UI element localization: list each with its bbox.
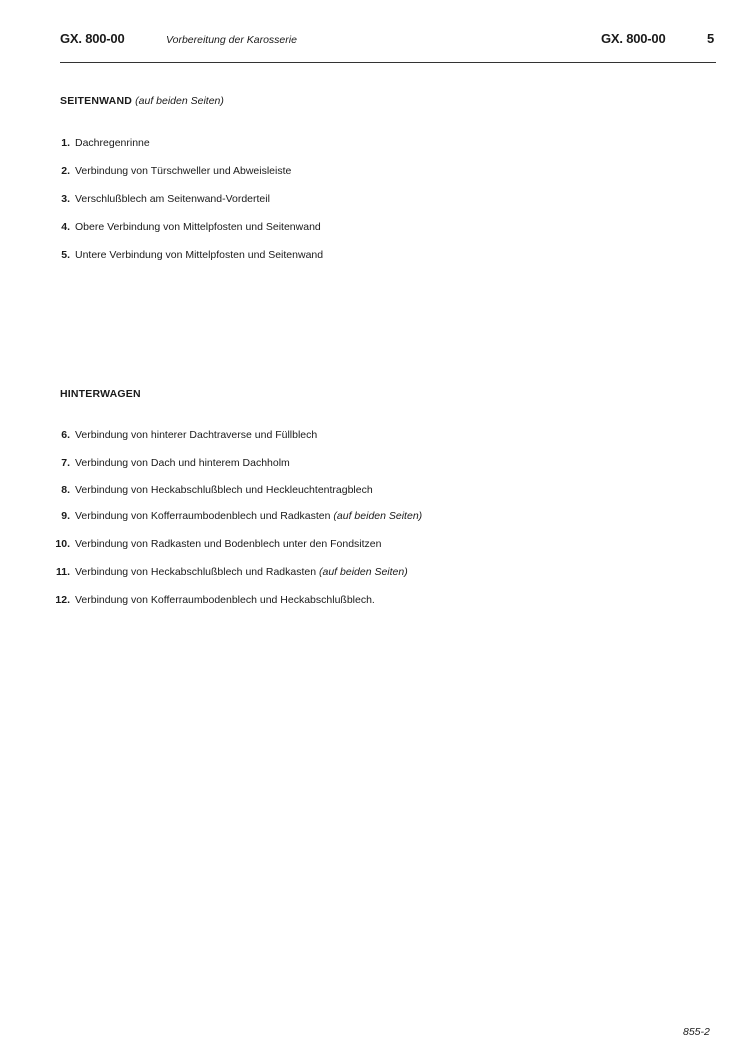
item-text: Obere Verbindung von Mittelpfosten und Seitenwand [75,221,321,233]
item-number: 11. [55,566,70,578]
item-number: 5. [61,249,70,261]
item-number: 1. [61,137,70,149]
item-text: Verbindung von Dach und hinterem Dachholm [75,457,290,469]
item-number: 2. [61,165,70,177]
section-heading-note: (auf beiden Seiten) [135,95,224,107]
item-number: 6. [61,429,70,441]
footer-page-code: 855-2 [683,1026,710,1038]
header-divider [60,62,716,63]
item-note: (auf beiden Seiten) [319,566,408,578]
item-number: 10. [55,538,70,550]
item-text: Dachregenrinne [75,137,150,149]
item-text: Verschlußblech am Seitenwand-Vorderteil [75,193,270,205]
section-heading-hinterwagen [60,388,141,400]
item-number: 7. [61,457,70,469]
item-note: (auf beiden Seiten) [333,510,423,522]
item-text: Verbindung von Radkasten und Bodenblech unter den Fondsitzen [75,538,382,550]
item-text: Verbindung von Kofferraumbodenblech und Heckabschlußblech. [75,594,375,606]
item-number: 3. [61,193,70,205]
section-heading-seitenwand [60,95,224,107]
section-heading-title: SEITENWAND [60,95,133,107]
item-number: 4. [61,221,70,233]
page-number: 5 [707,31,715,46]
section-heading-title: HINTERWAGEN [60,388,141,400]
item-text: Verbindung von Heckabschlußblech und Radkasten (auf beiden Seiten) [75,566,408,578]
item-text: Verbindung von Türschweller und Abweisleiste [75,165,292,177]
item-text: Verbindung von Kofferraumbodenblech und Radkasten (auf beiden Seiten) [75,510,423,522]
header-document-code: GX. 800-00 [60,31,125,46]
item-text: Verbindung von Heckabschlußblech und Heckleuchtentragblech [75,484,373,496]
header-subtitle: Vorbereitung der Karosserie [166,34,297,46]
item-number: 9. [61,510,70,522]
item-number: 8. [61,484,70,496]
item-text: Untere Verbindung von Mittelpfosten und Seitenwand [75,249,324,261]
item-text: Verbindung von hinterer Dachtraverse und Füllblech [75,429,318,441]
item-number: 12. [55,594,70,606]
header-document-code-right: GX. 800-00 [601,31,666,46]
